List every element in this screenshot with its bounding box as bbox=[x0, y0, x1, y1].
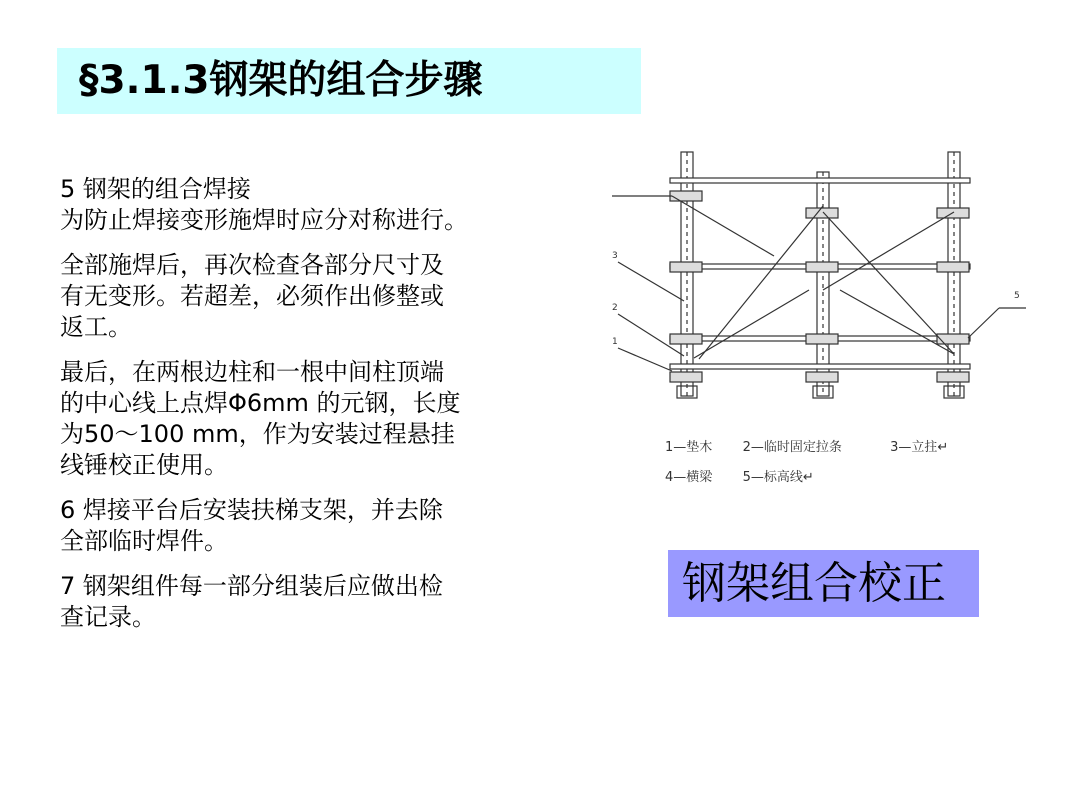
legend-item: 4—横梁 bbox=[665, 470, 713, 485]
text-line: 有无变形。若超差，必须作出修整或 bbox=[60, 282, 444, 310]
legend-item: 2—临时固定拉条 bbox=[742, 440, 842, 455]
diagram-label-3: 3 bbox=[612, 251, 618, 261]
diagram-caption: 钢架组合校正 bbox=[682, 558, 946, 609]
steel-frame-diagram bbox=[604, 146, 1034, 408]
text-line: 返工。 bbox=[60, 313, 132, 341]
column-middle bbox=[817, 172, 829, 396]
text-line: 线锤校正使用。 bbox=[60, 451, 228, 479]
text-line: 全部施焊后，再次检查各部分尺寸及 bbox=[60, 251, 444, 279]
text-line: 为50～100 mm，作为安装过程悬挂 bbox=[60, 420, 455, 448]
column-left bbox=[681, 152, 693, 396]
text-line: 6 焊接平台后安装扶梯支架，并去除 bbox=[60, 496, 443, 524]
text-line: 为防止焊接变形施焊时应分对称进行。 bbox=[60, 206, 468, 234]
text-line: 5 钢架的组合焊接 bbox=[60, 175, 251, 203]
title-banner bbox=[57, 48, 641, 114]
column-right bbox=[948, 152, 960, 396]
text-line: 查记录。 bbox=[60, 603, 156, 631]
text-line: 最后，在两根边柱和一根中间柱顶端 bbox=[60, 358, 444, 386]
text-line: 的中心线上点焊Φ6mm 的元钢，长度 bbox=[60, 389, 461, 417]
text-line: 全部临时焊件。 bbox=[60, 527, 228, 555]
paragraph-plumb-line bbox=[60, 357, 560, 481]
diagram-label-2: 2 bbox=[612, 303, 618, 313]
diagram-label-1: 1 bbox=[612, 337, 618, 347]
page-title: §3.1.3钢架的组合步骤 bbox=[79, 58, 483, 103]
legend-row-2 bbox=[665, 466, 814, 485]
caption-banner bbox=[668, 550, 979, 617]
text-line: 7 钢架组件每一部分组装后应做出检 bbox=[60, 572, 443, 600]
paragraph-step-6 bbox=[60, 495, 560, 557]
legend-item: 1—垫木 bbox=[665, 440, 713, 455]
diagram-label-5: 5 bbox=[1014, 291, 1020, 301]
legend-item: 3—立拄↵ bbox=[890, 440, 949, 455]
paragraph-step-7 bbox=[60, 571, 560, 633]
paragraph-inspection bbox=[60, 250, 560, 343]
legend-item: 5—标高线↵ bbox=[742, 470, 814, 485]
paragraph-welding bbox=[60, 174, 560, 236]
legend-row-1 bbox=[665, 436, 948, 455]
body-text bbox=[60, 174, 560, 647]
